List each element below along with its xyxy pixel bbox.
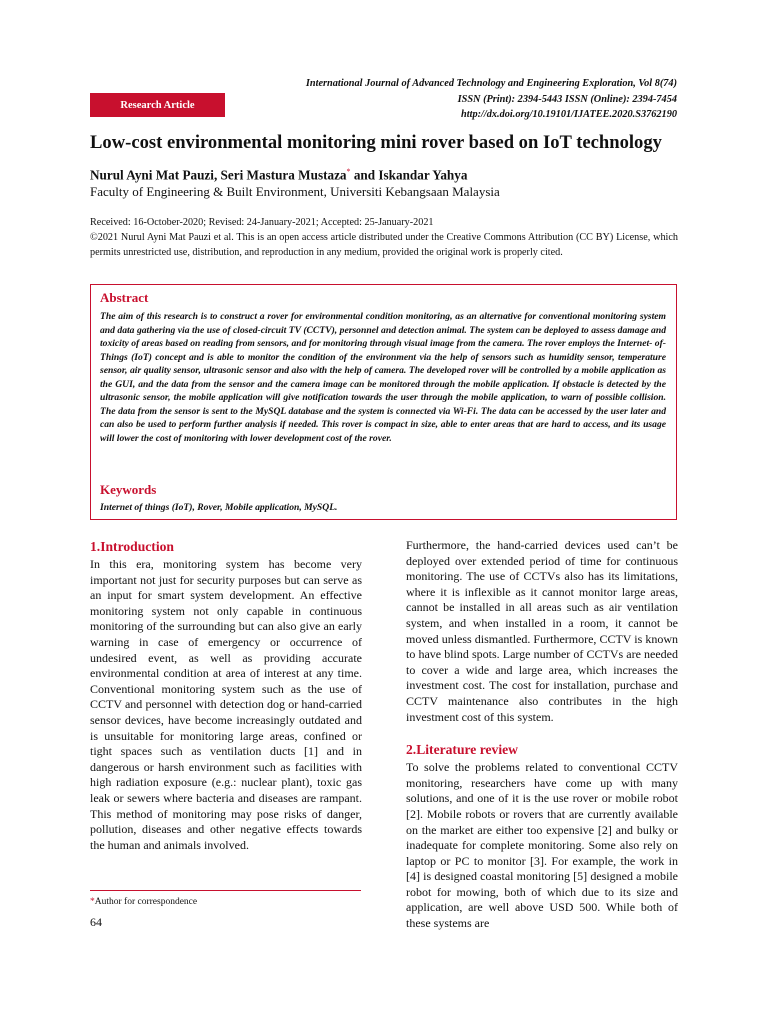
abstract-text: The aim of this research is to construct a rover for environmental condition monitoring, as an alternative for conventional monitoring system and data gathering via the use of closed-circuit TV (CCTV), personnel and detection animal. The system can be deployed to assess damage and toxicity of areas based on reading from sensors, and for monitoring through visual image from the camera. The rover employs the Internet- of-Things (IoT) concept and is able to monitor the condition of the environment via the help of sensors such as humidity sensor, temperature sensor, air quality sensor, ultrasonic sensor and also with the help of camera. The developed rover will be controlled by a mobile application as the GUI, and the data from the sensor and the camera image can be monitored through the mobile application. If obstacle is detected by the ultrasonic sensor, the mobile application will give notification towards the user through the mobile application, to warn of possible collision. The data from the sensor is sent to the MySQL database and the system is connected via Wi-Fi. The data can be accessed by the user later and can also be used to perform further analysis if needed. This rover is compact in size, able to enter areas that are hard to access, and its usage will lower the cost of monitoring with lower development cost of the rover. (100, 311, 666, 444)
footnote-marker: * (90, 897, 95, 907)
journal-name: International Journal of Advanced Technology and Engineering Exploration, Vol 8(74) (305, 78, 677, 89)
footnote-divider (90, 890, 361, 891)
keywords-text: Internet of things (IoT), Rover, Mobile application, MySQL. (100, 502, 338, 513)
author-list (90, 167, 467, 183)
left-column (90, 539, 362, 853)
footnote-text: Author for correspondence (94, 897, 198, 907)
page-number: 64 (90, 915, 102, 929)
introduction-paragraph: In this era, monitoring system has become very important not just for security purposes but can serve as an input for smart system development. An effective monitoring system not only capable in continuous monitoring of the surrounding but can also give an early warning in case of emergency or occurrence of undesired event, as well as providing accurate environmental condition at area of interest at any time. Conventional monitoring system such as the use of CCTV and personnel with detection dog or hand-carried sensor devices, have become increasingly outdated and is unsuitable for monitoring large areas, confined or tight spaces such as ventilation ducts [1] and in dangerous or harsh environment such as facilities with high radiation exposure (e.g.: nuclear plant), toxic gas leak or sewers where bacteria and diseases are rampant. This method of monitoring may pose risks of danger, pollution, diseases and other negative effects towards the human and animals involved. (90, 557, 362, 852)
journal-issn: ISSN (Print): 2394-5443 ISSN (Online): 2394-7454 (457, 93, 677, 105)
footnote (90, 897, 197, 907)
right-column (406, 538, 678, 932)
introduction-continued-paragraph: Furthermore, the hand-carried devices used can’t be deployed over extended period of time for continuous monitoring. The use of CCTVs also has its limitations, where it is inflexible as it cannot monitor large areas, cannot be installed in all areas such as air ventilation system, and when installed in a room, it cannot be moved unless dismantled. Furthermore, CCTV is known to have blind spots. Large number of CCTVs are needed to cover a wide and large area, which increases the investment cost. The cost for installation, purchase and CCTV maintenance also contributes in the high investment cost of this system. (406, 538, 678, 724)
journal-header (306, 76, 677, 123)
literature-review-paragraph: To solve the problems related to conventional CCTV monitoring, researchers have come up with many solutions, and one of it is the use rover or mobile robot [2]. Mobile robots or rovers that are currently available on the market are either too expensive [2] and bulky or inadequate for complete monitoring. Some also rely on laptop or PC to monitor [3]. For example, the work in [4] is designed coastal monitoring [5] designed a mobile robot for mowing, both of which due to its size and application, are well above USD 500. While both of these systems are (406, 760, 678, 931)
literature-review-heading: 2.Literature review (406, 742, 518, 758)
author-names-last: and Iskandar Yahya (350, 167, 468, 183)
abstract-heading: Abstract (100, 290, 149, 305)
keywords-heading: Keywords (100, 482, 157, 497)
author-names: Nurul Ayni Mat Pauzi, Seri Mastura Mustaza (90, 167, 347, 183)
introduction-heading: 1.Introduction (90, 539, 174, 554)
article-history (90, 215, 678, 260)
received-dates: Received: 16-October-2020; Revised: 24-January-2021; Accepted: 25-January-2021 (90, 217, 434, 228)
article-type-badge: Research Article (90, 93, 225, 117)
author-affiliation: Faculty of Engineering & Built Environment, Universiti Kebangsaan Malaysia (90, 184, 500, 199)
journal-doi[interactable]: http://dx.doi.org/10.19101/IJATEE.2020.S3762190 (461, 109, 677, 120)
abstract-box (90, 284, 677, 520)
license-statement: ©2021 Nurul Ayni Mat Pauzi et al. This is an open access article distributed under the Creative Commons Attribution (CC BY) License, which permits unrestricted use, distribution, and reproduction in any medium, provided the original work is properly cited. (90, 232, 678, 258)
paper-title: Low-cost environmental monitoring mini rover based on IoT technology (90, 132, 662, 153)
correspondence-marker: * (346, 167, 351, 176)
